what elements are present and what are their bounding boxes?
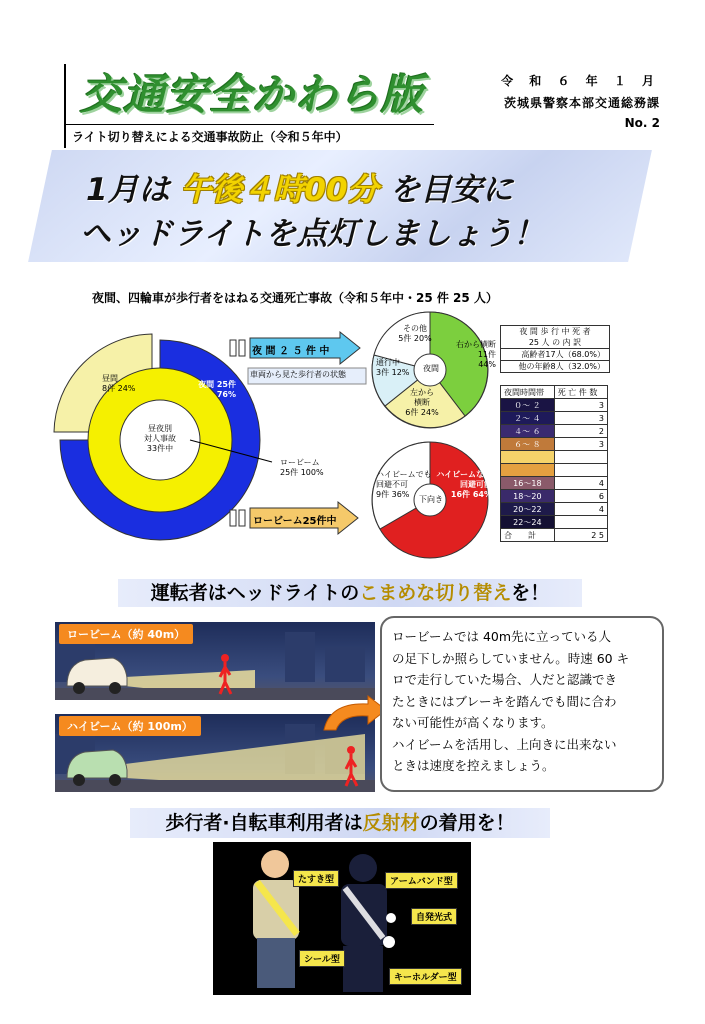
time-table-row [501, 490, 608, 503]
explain-line-2: の足下しか照らしていません。時速 60 キ [392, 650, 630, 666]
right-pct: 44% [478, 360, 496, 369]
victims-box [500, 325, 610, 373]
time-table-total [501, 529, 608, 542]
masthead-rule-vertical [64, 64, 66, 148]
death-count [554, 516, 607, 529]
time-table-row [501, 399, 608, 412]
death-count: 3 [554, 399, 607, 412]
banner-time-highlight: 午後４時00分 [180, 172, 379, 208]
time-table-row [501, 464, 608, 477]
center-line-3: 33件中 [146, 444, 174, 453]
sec3-pre: 歩行者·自転車利用者は [165, 812, 363, 834]
highbeam-label-tag: ハイビーム（約 100m） [59, 716, 201, 736]
walk-title: 通行中 [376, 358, 400, 367]
explain-line-1: ロービームでは 40m先に立っている人 [392, 629, 612, 644]
sec2-pre: 運転者はヘッドライトの [150, 582, 360, 604]
other-title: その他 [403, 324, 427, 333]
death-count: 4 [554, 503, 607, 516]
lowbeam-label-title: ロービーム [280, 458, 320, 467]
center-line-2: 対人事故 [144, 434, 176, 443]
time-table-head [501, 386, 608, 399]
explain-line-6: ハイビームを活用し、上向きに出来ない [392, 736, 617, 752]
death-count: 3 [554, 438, 607, 451]
tag-self-light: 自発光式 [411, 908, 457, 925]
left-value: 6件 24% [405, 408, 439, 417]
donut-center-label [134, 424, 186, 454]
pie1-center-label: 夜間 [423, 364, 439, 373]
headlight-explanation [380, 616, 664, 792]
pie1-walk-label [376, 358, 409, 378]
pie2-red-label [436, 470, 492, 500]
red-title: ハイビームなら [436, 470, 492, 479]
banner-line-2: ヘッドライトを点灯しましょう！ [80, 216, 545, 252]
time-table-row [501, 503, 608, 516]
issue-date: 令 和 ６ 年 １ 月 [501, 74, 660, 88]
total-value: 2 5 [554, 529, 607, 542]
time-slot [501, 451, 555, 464]
time-slot: ６〜 ８ [501, 438, 555, 451]
death-count: 3 [554, 412, 607, 425]
victims-title-2: 25 人 の 内 訳 [501, 337, 609, 349]
time-table-row [501, 412, 608, 425]
time-table-row [501, 477, 608, 490]
banner-line1-pre: 1月は [86, 172, 170, 208]
sec3-highlight: 反射材 [362, 812, 420, 834]
time-table-row [501, 425, 608, 438]
pie2-center-label: 下向き [419, 495, 443, 504]
time-slot: 18〜20 [501, 490, 555, 503]
left-title-2: 横断 [414, 398, 430, 407]
sec2-post: を！ [511, 582, 550, 604]
arrow-night-sublabel: 車両から見た歩行者の状態 [250, 370, 346, 379]
banner-line-1 [86, 164, 513, 209]
night-time-table [500, 385, 608, 542]
red-value: 16件 64% [450, 490, 492, 499]
arrow-lowbeam-label: ロービーム25件中 [253, 515, 337, 527]
time-slot: 20〜22 [501, 503, 555, 516]
time-slot: 22〜24 [501, 516, 555, 529]
day-label [102, 374, 135, 394]
tag-keyholder: キーホルダー型 [389, 968, 462, 985]
day-label-value: 8件 24% [102, 384, 136, 393]
time-table-row [501, 516, 608, 529]
center-line-1: 昼夜別 [148, 424, 172, 433]
explain-line-3: ロで走行していた場合、人だと認識でき [392, 672, 618, 687]
death-count [554, 464, 607, 477]
lowbeam-label [280, 458, 324, 478]
night-label-value: 76% [216, 390, 236, 399]
night-label [190, 380, 236, 400]
time-slot: 16〜18 [501, 477, 555, 490]
banner-line1-post: を目安に [389, 172, 514, 208]
pie1-right-label [440, 340, 496, 370]
masthead-title: 交通安全かわら版 [80, 70, 425, 119]
explain-line-7: ときは速度を控えましょう。 [392, 758, 555, 773]
time-head: 夜間時間帯 [501, 386, 555, 399]
walk-value: 3件 12% [376, 368, 410, 377]
time-slot [501, 464, 555, 477]
total-label: 合 計 [501, 529, 555, 542]
victims-title: 夜 間 歩 行 中 死 者 [519, 327, 591, 336]
issue-number: No. 2 [624, 116, 660, 130]
victims-others: 他の年齢8人（32.0%） [518, 362, 605, 371]
masthead-subtitle: ライト切り替えによる交通事故防止（令和５年中） [72, 130, 348, 144]
time-table-row [501, 438, 608, 451]
sec3-post: の着用を！ [419, 812, 515, 834]
tag-sticker: シール型 [299, 950, 345, 967]
victims-elderly: 高齢者17人（68.0%） [501, 349, 609, 361]
white-title: ハイビームでも [376, 470, 432, 479]
death-count: 4 [554, 477, 607, 490]
white-value: 9件 36% [376, 490, 410, 499]
death-count: 6 [554, 490, 607, 503]
white-title-2: 回避不可 [376, 480, 408, 489]
pie1-other-label [390, 324, 440, 344]
right-count: 11件 [477, 350, 496, 359]
sec2-highlight: こまめな切り替え [359, 582, 512, 604]
lowbeam-label-tag: ロービーム（約 40m） [59, 624, 193, 644]
red-title-2: 回避可能 [460, 480, 492, 489]
masthead-rule-horizontal [64, 124, 434, 125]
lowbeam-scene [55, 622, 375, 700]
arrow-night-label: 夜 間 ２ ５ 件 中 [252, 345, 330, 357]
right-title: 右から横断 [456, 340, 496, 349]
explain-line-4: たときにはブレーキを踏んでも間に合わ [392, 693, 617, 709]
tag-sash: たすき型 [293, 870, 339, 887]
issuing-org: 茨城県警察本部交通総務課 [503, 96, 660, 110]
stats-title: 夜間、四輪車が歩行者をはねる交通死亡事故（令和５年中・25 件 25 人） [92, 291, 498, 305]
tag-armband: アームバンド型 [385, 872, 458, 889]
left-title: 左から [410, 388, 434, 397]
death-count [554, 451, 607, 464]
pie1-left-label [402, 388, 442, 418]
time-slot: ４〜 ６ [501, 425, 555, 438]
day-label-title: 昼間 [102, 374, 118, 383]
time-slot: ２〜 ４ [501, 412, 555, 425]
section-headlight-heading [118, 579, 582, 607]
time-table-row [501, 451, 608, 464]
lowbeam-label-value: 25件 100% [280, 468, 324, 477]
time-slot: ０〜 ２ [501, 399, 555, 412]
explain-line-5: ない可能性が高くなります。 [392, 715, 554, 730]
reflector-illustration [213, 842, 471, 995]
night-label-title: 夜間 25件 [198, 380, 236, 389]
count-head: 死 亡 件 数 [554, 386, 607, 399]
headline-banner [40, 150, 640, 262]
other-value: 5件 20% [398, 334, 432, 343]
section-reflector-heading [130, 808, 550, 838]
death-count: 2 [554, 425, 607, 438]
